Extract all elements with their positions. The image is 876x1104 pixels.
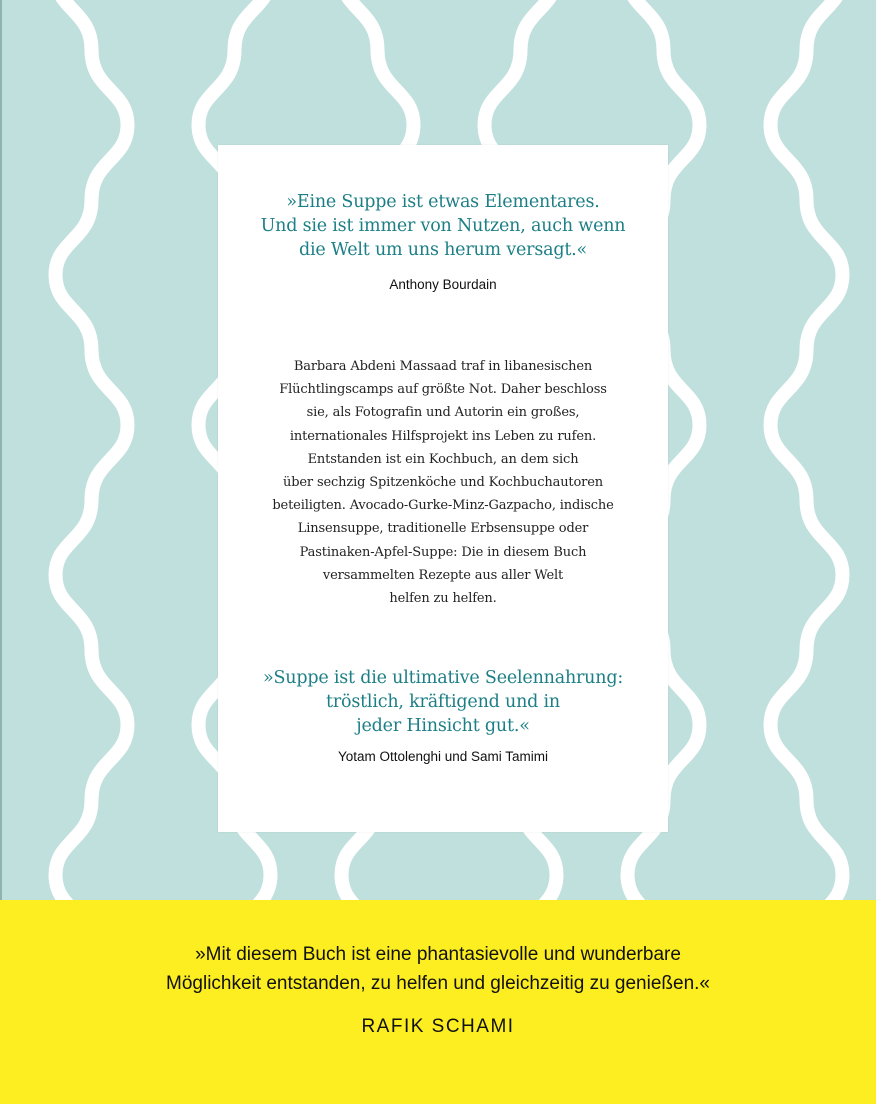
attribution-ottolenghi: Yotam Ottolenghi und Sami Tamimi	[337, 749, 549, 764]
banner-quote: »Mit diesem Buch ist eine phantasievolle und wunderbare Möglichkeit entstanden, zu helfen und gleichzeitig zu genießen.«	[166, 944, 710, 994]
banner-author: RAFIK SCHAMI	[361, 1016, 515, 1037]
attribution-bourdain: Anthony Bourdain	[389, 277, 497, 292]
quote-ottolenghi: »Suppe ist die ultimative Seelennahrung: tröstlich, kräftigend und in jeder Hinsicht gut.«	[262, 668, 624, 736]
quote-bourdain: »Eine Suppe ist etwas Elementares. Und sie ist immer von Nutzen, auch wenn die Welt um uns herum versagt.«	[260, 192, 626, 260]
blurb-text: Barbara Abdeni Massaad traf in libanesischen Flüchtlingscamps auf größte Not. Daher beschloss sie, als Fotografin und Autorin ein großes, internationales Hilfsprojekt ins Leben zu rufen. Entstanden ist ein Kochbuch, an dem sich über sechzig Spitzenköche und Kochbuchautoren beteiligten. Avocado-Gurke-Minz-Gazpacho, indische Linsensuppe, traditionelle Erbsensuppe oder Pastinaken-Apfel-Suppe: Die in diesem Buch versammelten Rezepte aus aller Welt helfen zu helfen.	[272, 359, 614, 607]
yellow-banner	[0, 900, 876, 1104]
text-card	[218, 145, 668, 832]
